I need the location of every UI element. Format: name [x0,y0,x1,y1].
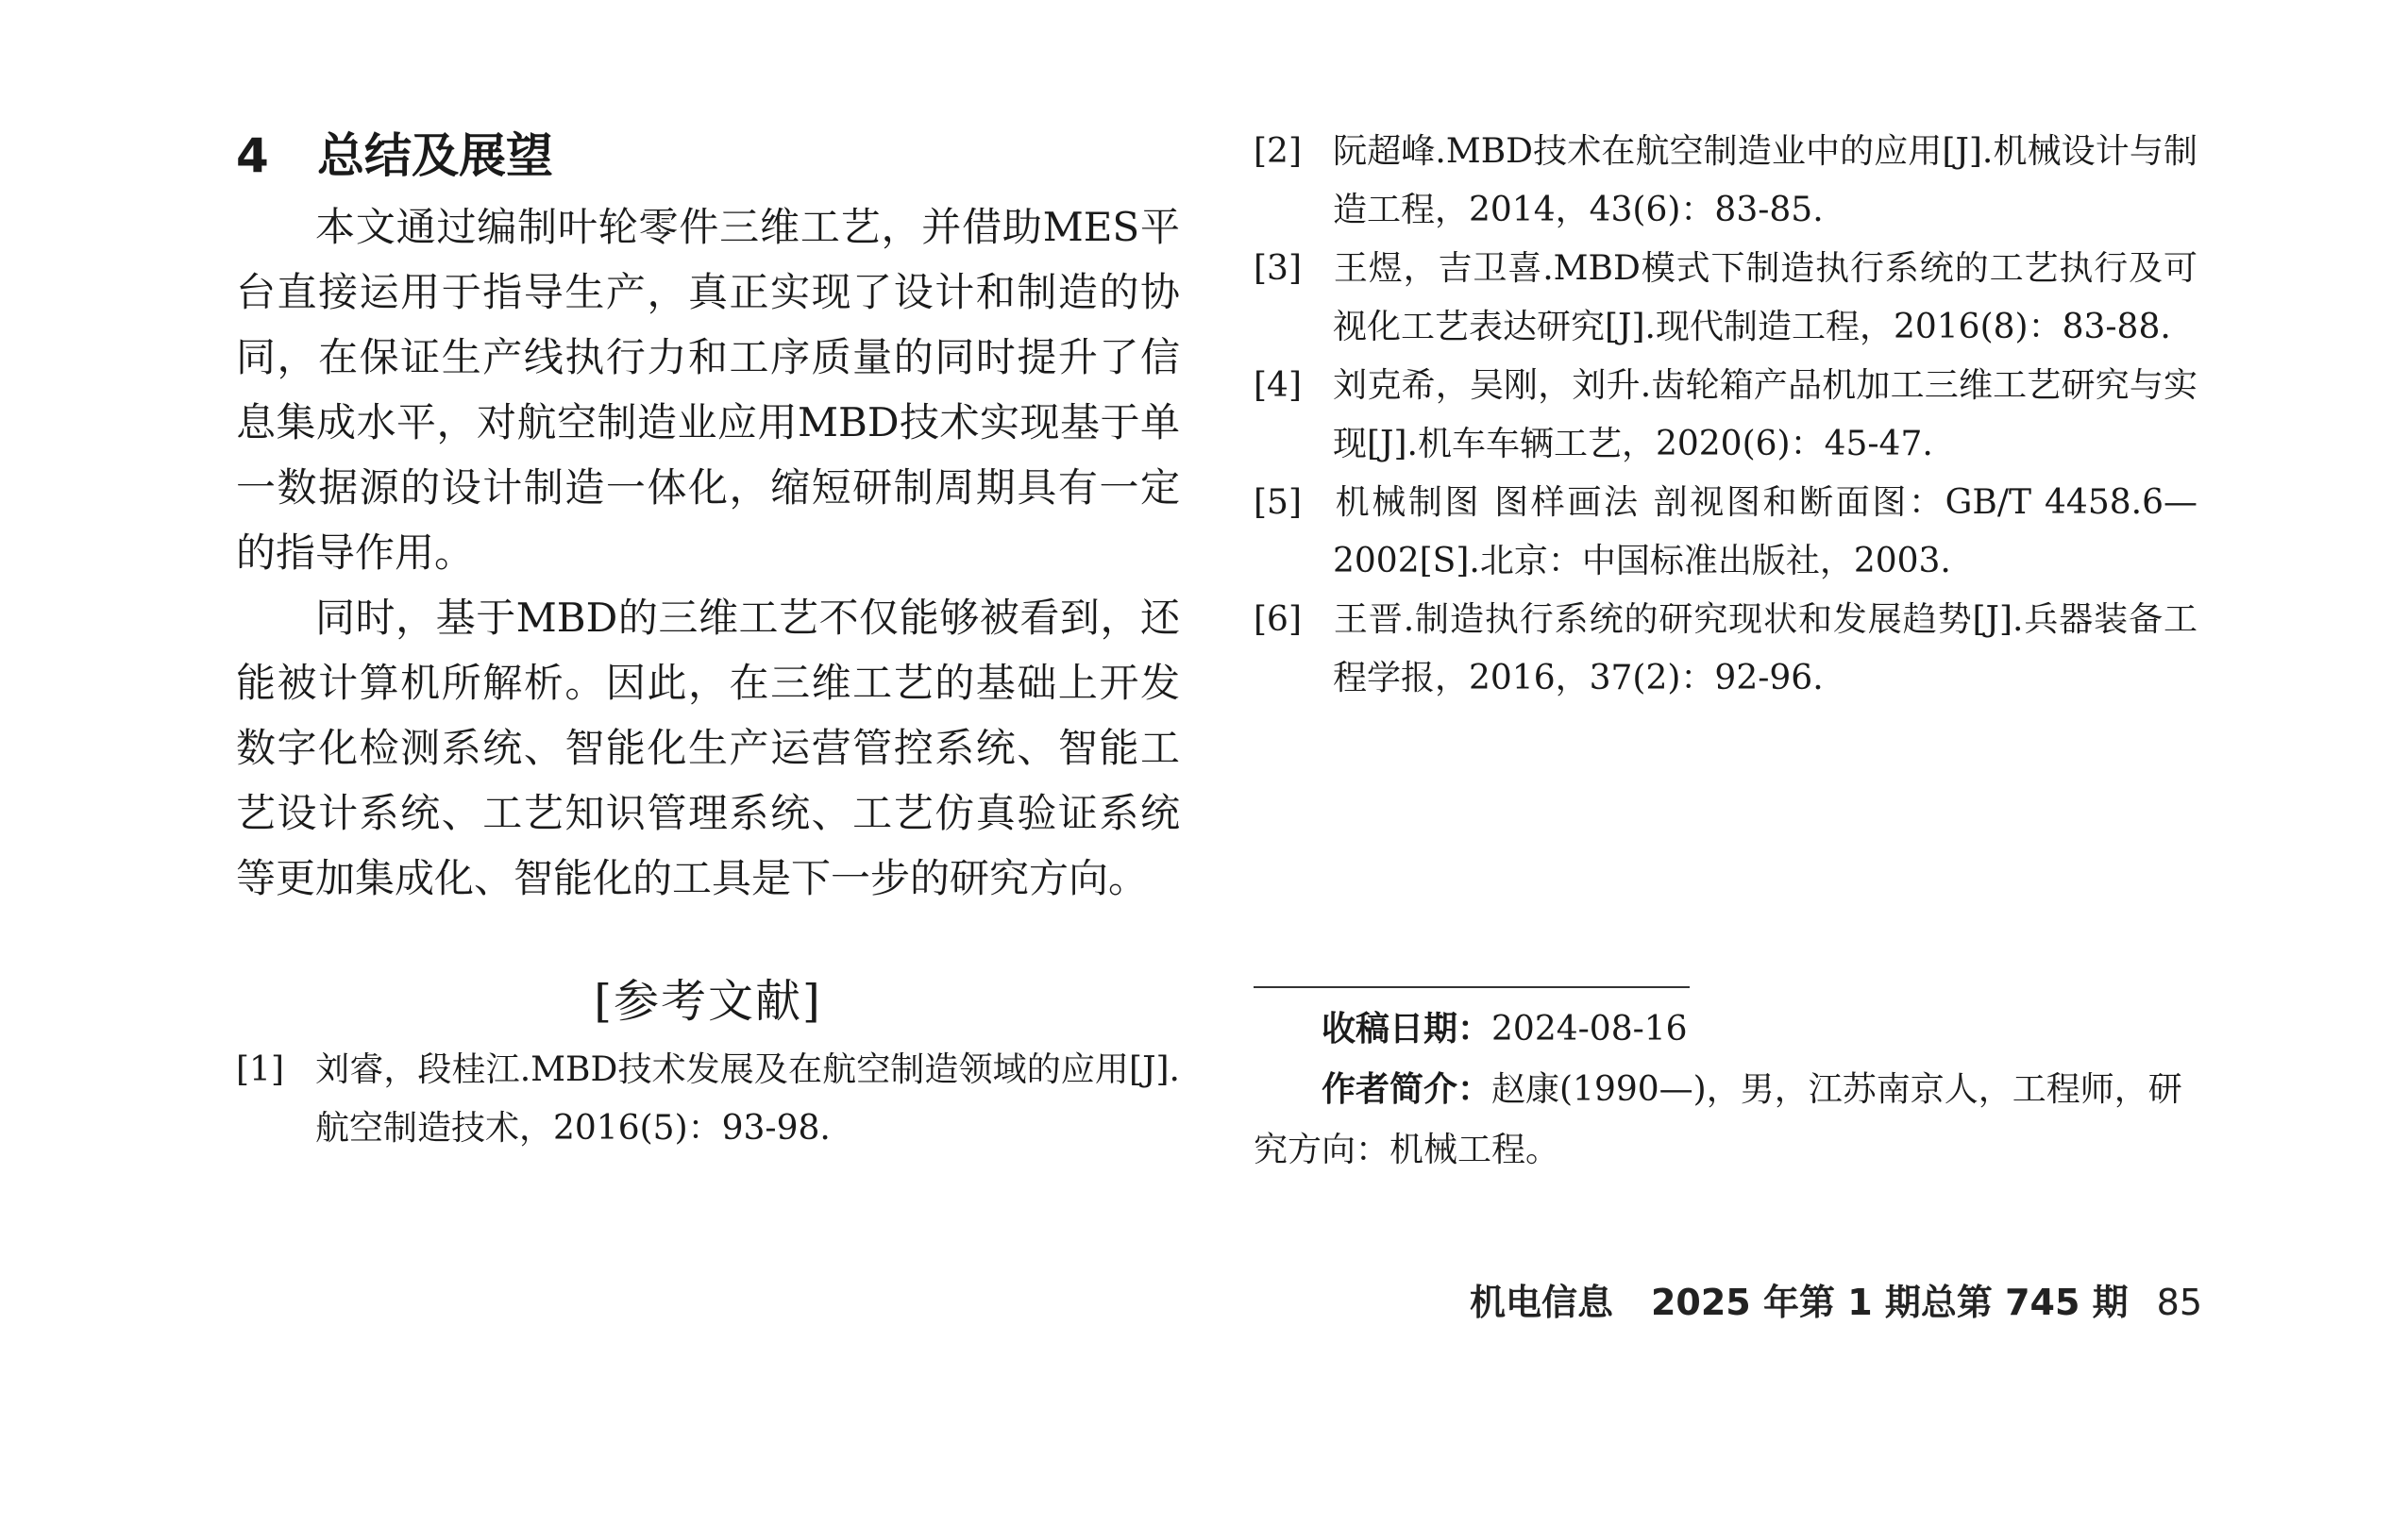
reference-item [1254,474,2198,591]
journal-name: 机电信息 [1469,1282,1613,1323]
page-footer [1470,1279,2202,1326]
issue-info: 2025 年第 1 期总第 745 期 [1650,1282,2129,1323]
reference-item [1254,357,2198,474]
section-number: 4 [236,128,269,183]
reference-text: 刘克希，吴刚，刘升.齿轮箱产品机加工三维工艺研究与实现[J].机车车辆工艺，2020(6)：45-47. [1333,366,2198,463]
reference-number: [3] [1254,249,1302,288]
references-title: [参考文献] [594,975,822,1028]
article-info [1254,986,2198,1181]
paragraph: 同时，基于MBD的三维工艺不仅能够被看到，还能被计算机所解析。因此，在三维工艺的基础上开发数字化检测系统、智能化生产运营管控系统、智能工艺设计系统、工艺知识管理系统、工艺仿真验证系统等更加集成化、智能化的工具是下一步的研究方向。 [236,595,1180,901]
reference-item [1254,123,2198,240]
paragraph: 本文通过编制叶轮零件三维工艺，并借助MES平台直接运用于指导生产，真正实现了设计和制造的协同，在保证生产线执行力和工序质量的同时提升了信息集成水平，对航空制造业应用MBD技术实现基于单一数据源的设计制造一体化，缩短研制周期具有一定的指导作用。 [236,204,1180,576]
author-value: 赵康(1990—)，男，江苏南京人，工程师，研究方向：机械工程。 [1254,1070,2182,1169]
page-number: 85 [2156,1282,2202,1323]
section-heading [236,123,1180,189]
reference-text: 机械制图 图样画法 剖视图和断面图：GB/T 4458.6—2002[S].北京：中国标准出版社，2003. [1333,483,2198,580]
reference-item [1254,591,2198,708]
received-value: 2024-08-16 [1491,1010,1688,1049]
reference-number: [4] [1254,366,1302,405]
reference-item [236,1041,1180,1158]
reference-item [1254,240,2198,357]
reference-text: 王煜，吉卫喜.MBD模式下制造执行系统的工艺执行及可视化工艺表达研究[J].现代制造工程，2016(8)：83-88. [1333,249,2198,346]
reference-text: 阮超峰.MBD技术在航空制造业中的应用[J].机械设计与制造工程，2014，43(6)：83-85. [1333,132,2198,229]
section-title: 总结及展望 [317,128,553,183]
received-date [1254,999,2198,1060]
left-column [236,123,1180,1158]
reference-text: 刘睿，段桂江.MBD技术发展及在航空制造领域的应用[J].航空制造技术，2016(5)：93-98. [315,1050,1180,1148]
reference-text: 王晋.制造执行系统的研究现状和发展趋势[J].兵器装备工程学报，2016，37(2)：92-96. [1333,600,2198,697]
reference-number: [1] [236,1050,284,1089]
right-column [1254,123,2198,708]
author-label: 作者简介： [1322,1070,1492,1109]
reference-number: [5] [1254,483,1302,522]
reference-number: [2] [1254,132,1302,171]
received-label: 收稿日期： [1322,1010,1492,1049]
author-bio [1254,1060,2198,1181]
reference-number: [6] [1254,600,1302,639]
divider-rule [1254,986,1690,988]
